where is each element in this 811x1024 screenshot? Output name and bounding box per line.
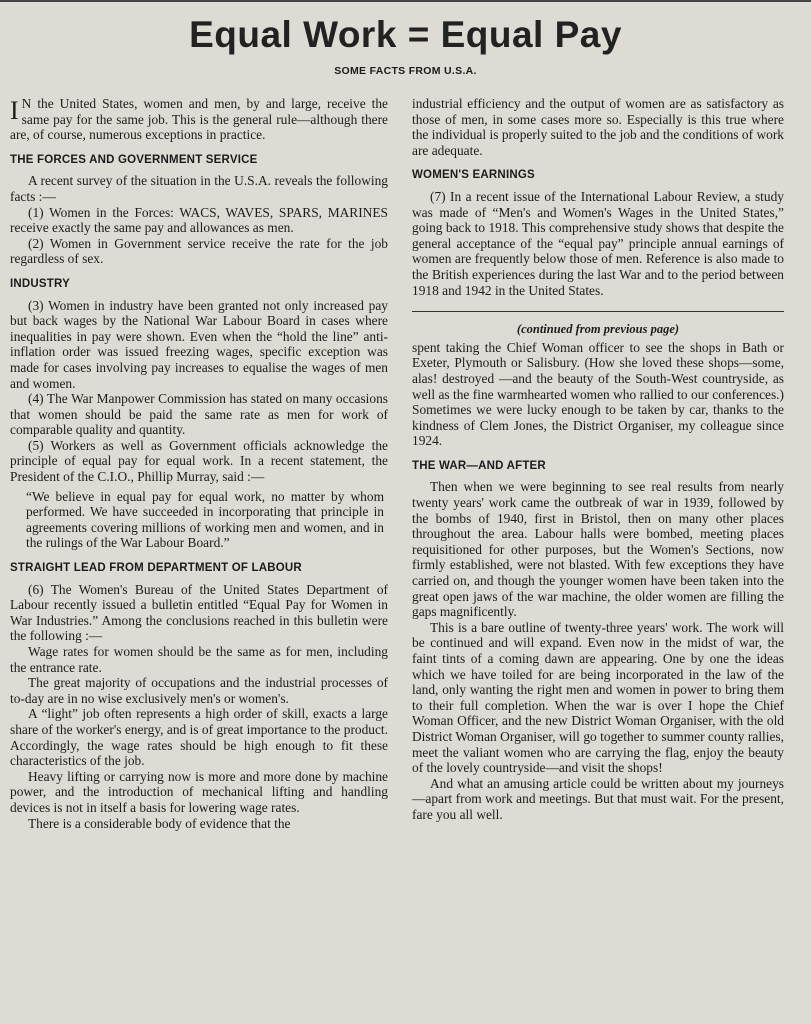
heading-womens-earnings: WOMEN'S EARNINGS	[412, 169, 535, 182]
paragraph: industrial efficiency and the output of women are as satisfactory as those of men, in some cases more so. Especially is this true where the individual is properly suited to the job and the conditions of work are adequate.	[412, 96, 784, 158]
paragraph: (5) Workers as well as Government officials acknowledge the principle of equal pay for equal work. In a recent statement, the President of the C.I.O., Phillip Murray, said :—	[10, 437, 388, 485]
paragraph: A “light” job often represents a high order of skill, exacts a large share of the worker's energy, and is of great importance to the product. Accordingly, the wage rates should be high enough to fit these characteristics of the job.	[10, 706, 388, 769]
drop-cap: I	[10, 96, 19, 125]
paragraph: (3) Women in industry have been granted not only increased pay but back wages by the National War Labour Board in cases where inequalities in pay were shown. Even when the “hold the line” anti-inflation order was issued freezing wages, specific exception was made for cases involving pay increases to equalise the wages of men and women.	[10, 297, 388, 391]
paragraph: And what an amusing article could be written about my journeys—apart from work and meetings. But that must wait. For the present, fare you all well.	[412, 775, 784, 822]
paragraph: (2) Women in Government service receive the rate for the job regardless of sex.	[10, 235, 388, 267]
paragraph: spent taking the Chief Woman officer to see the shops in Bath or Exeter, Plymouth or Salisbury. (How she loved these shops—some, alas! destroyed —and the beauty of the South-West countryside, as well as the fine warmhearted women who rallied to our conferences.) Sometimes we were lucky enough to be taken by car, thanks to the kindness of Clem Jones, the District Organiser, my colleague since 1924.	[412, 339, 784, 449]
paragraph: (1) Women in the Forces: WACS, WAVES, SPARS, MARINES receive exactly the same pay and allowances as men.	[10, 204, 388, 236]
paragraph: (4) The War Manpower Commission has stated on many occasions that women should be paid the same rate as men for work of comparable quality and quantity.	[10, 391, 388, 438]
continued-note: (continued from previous page)	[516, 322, 680, 337]
heading-department-labour: STRAIGHT LEAD FROM DEPARTMENT OF LABOUR	[10, 562, 302, 575]
heading-forces: THE FORCES AND GOVERNMENT SERVICE	[10, 153, 258, 166]
paragraph: Heavy lifting or carrying now is more and more done by machine power, and the introduction of mechanical lifting and handling devices is not in itself a basis for lowering wage rates.	[10, 768, 388, 815]
intro-paragraph	[10, 96, 388, 143]
paragraph: The great majority of occupations and the industrial processes of to-day are in no wise exclusively men's or women's.	[10, 675, 388, 706]
quotation: “We believe in equal pay for equal work, no matter by whom performed. We have succeeded in incorporating that principle in agreements covering millions of working men and women, and in the rulings of the War Labour Board.”	[26, 488, 384, 551]
heading-war-and-after: THE WAR—AND AFTER	[412, 459, 546, 472]
intro-text: N the United States, women and men, by and large, receive the same pay for the same job. This is the general rule—although there are, of course, numerous exceptions in practice.	[10, 96, 388, 143]
paragraph: This is a bare outline of twenty-three years' work. The work will be continued and will expand. Even now in the midst of war, the faint tints of a coming dawn are appearing. One by one the ideas which we have toiled for are being incorporated in the law of the land, only wanting the right men and women in power to bring them to their full completion. When the war is over I hope the Chief Woman Officer, and the new District Woman Organiser, with the old District Woman Organiser, will go together to summer county rallies, meet the valiant women who are carrying the flag, enjoy the beauty of the lovely countryside—and visit the shops!	[412, 619, 784, 776]
paragraph: There is a considerable body of evidence that the	[28, 815, 291, 831]
paragraph: A recent survey of the situation in the U.S.A. reveals the following facts :—	[10, 173, 388, 204]
paragraph: Wage rates for women should be the same as for men, including the entrance rate.	[10, 644, 388, 675]
article-title: Equal Work = Equal Pay	[189, 14, 622, 55]
article-subtitle: SOME FACTS FROM U.S.A.	[334, 65, 477, 77]
paragraph: (7) In a recent issue of the International Labour Review, a study was made of “Men's and Women's Wages in the United States,” going back to 1918. This comprehensive study shows that despite the general acceptance of the “equal pay” principle annual earnings of women are frequently below those of men. Reference is also made to the British experiences during the last War and to the period between 1918 and 1942 in the United States.	[412, 188, 784, 298]
paragraph: (6) The Women's Bureau of the United States Department of Labour recently issued a bulletin entitled “Equal Pay for Women in War Industries.” Among the conclusions reached in this bulletin were the following :—	[10, 581, 388, 644]
heading-industry: INDUSTRY	[10, 277, 70, 290]
left-column	[10, 96, 388, 831]
top-rule	[0, 0, 811, 2]
section-divider	[412, 311, 784, 312]
right-column	[412, 96, 784, 823]
paragraph: Then when we were beginning to see real results from nearly twenty years' work came the outbreak of war in 1939, followed by the bombs of 1940, first in Bristol, then on many other places throughout the area. Labour halls were bombed, meeting places requisitioned for other purposes, but the Women's Sections, now firmly established, were not blasted. With few exceptions they have carried on, and though the younger women have been taken into the great open jaws of the war machine, the older women are filling the gaps magnificently.	[412, 479, 784, 620]
